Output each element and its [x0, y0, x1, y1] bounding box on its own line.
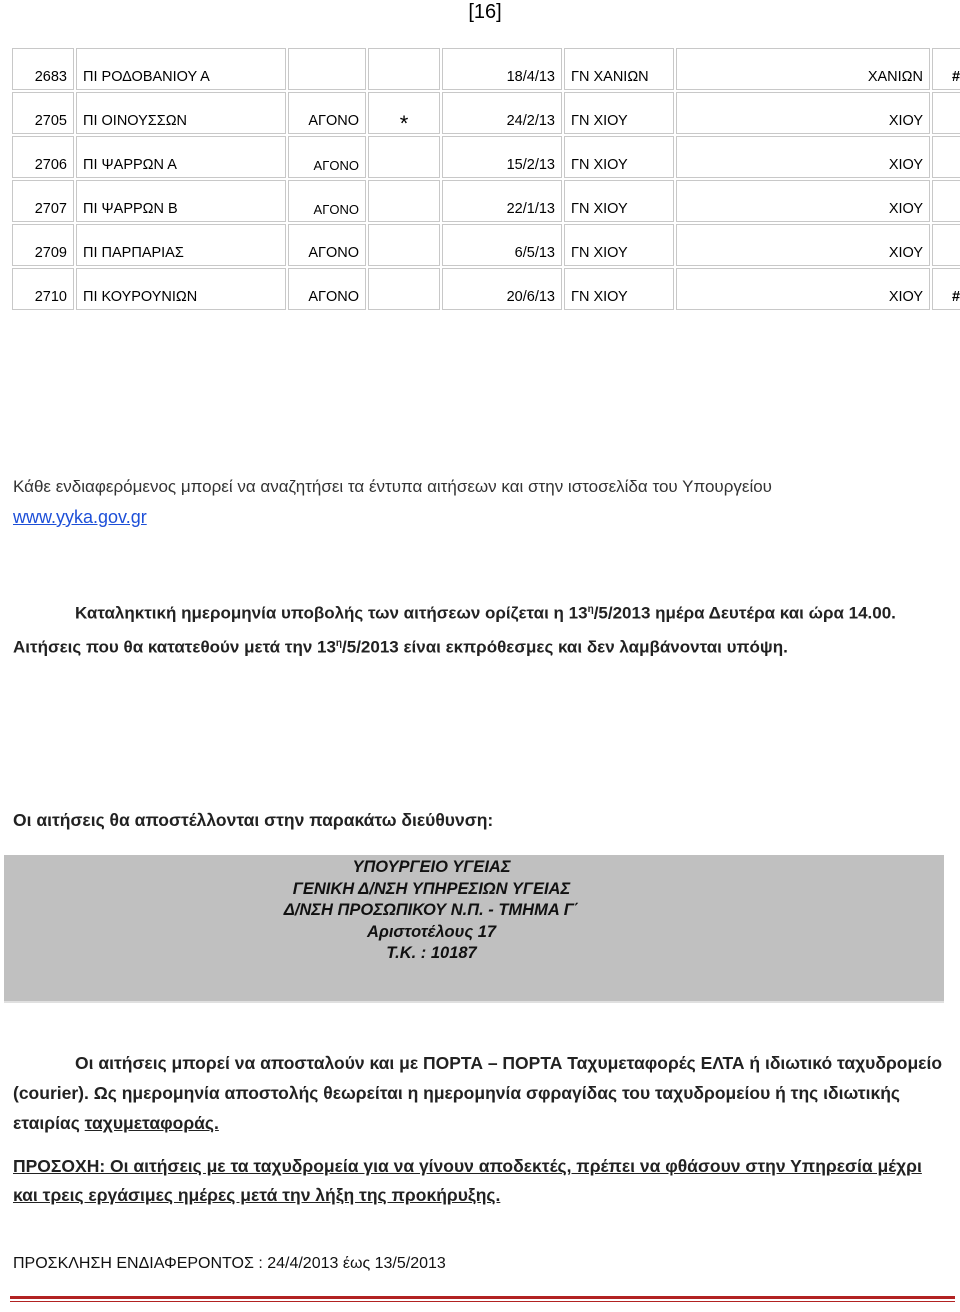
row-hash: # [932, 48, 960, 90]
row-mark [368, 224, 440, 266]
row-mark [368, 180, 440, 222]
row-date: 15/2/13 [442, 136, 562, 178]
row-hash [932, 224, 960, 266]
footer-rule-thin [10, 1301, 955, 1302]
page-number: [16] [468, 1, 502, 23]
table-row [12, 268, 960, 310]
deadline-sup2: η [335, 637, 343, 649]
row-type: ΑΓΟΝΟ [288, 92, 366, 134]
row-mark: * [368, 92, 440, 134]
deadline-paragraph [13, 595, 943, 662]
table-row [12, 136, 960, 178]
row-name: ΠΙ ΚΟΥΡΟΥΝΙΩΝ [76, 268, 286, 310]
row-code: 2705 [12, 92, 74, 134]
row-area: ΓΝ ΧΑΝΙΩΝ [564, 48, 674, 90]
row-code: 2709 [12, 224, 74, 266]
address-box [4, 855, 944, 1003]
address-intro: Οι αιτήσεις θα αποστέλλονται στην παρακάτω διεύθυνση: [13, 810, 494, 830]
address-line-2: ΓΕΝΙΚΗ Δ/ΝΣΗ ΥΠΗΡΕΣΙΩΝ ΥΓΕΙΑΣ [292, 879, 571, 898]
row-date: 20/6/13 [442, 268, 562, 310]
row-type [288, 48, 366, 90]
row-type: ΑΓΟΝΟ [288, 136, 366, 178]
footer-rule [10, 1296, 955, 1299]
positions-table [10, 46, 960, 312]
ministry-link[interactable]: www.yyka.gov.gr [13, 507, 147, 527]
row-date: 6/5/13 [442, 224, 562, 266]
row-area: ΓΝ ΧΙΟΥ [564, 136, 674, 178]
courier-underlined: ταχυμεταφοράς. [84, 1113, 219, 1133]
row-mark [368, 268, 440, 310]
row-area: ΓΝ ΧΙΟΥ [564, 268, 674, 310]
row-date: 18/4/13 [442, 48, 562, 90]
address-line-1: ΥΠΟΥΡΓΕΙΟ ΥΓΕΙΑΣ [352, 858, 511, 876]
row-mark [368, 136, 440, 178]
row-name: ΠΙ ΟΙΝΟΥΣΣΩΝ [76, 92, 286, 134]
row-city: ΧΙΟΥ [676, 180, 930, 222]
row-name: ΠΙ ΨΑΡΡΩΝ Β [76, 180, 286, 222]
row-code: 2707 [12, 180, 74, 222]
row-type: ΑΓΟΝΟ [288, 268, 366, 310]
row-code: 2710 [12, 268, 74, 310]
deadline-part1: Καταληκτική ημερομηνία υποβολής των αιτήσεων ορίζεται η 13 [75, 603, 588, 623]
row-mark [368, 48, 440, 90]
courier-text: Οι αιτήσεις μπορεί να αποσταλούν και με ΠΟΡΤΑ – ΠΟΡΤΑ Ταχυμεταφορές ΕΛΤΑ ή ιδιωτικό ταχυδρομείο (courier). Ως ημερομηνία αποστολής θεωρείται η ημερομηνία σφραγίδας του ταχυδρομείου ή της ιδιωτικής εταιρίας [13, 1053, 943, 1133]
courier-paragraph [13, 1048, 948, 1138]
row-area: ΓΝ ΧΙΟΥ [564, 224, 674, 266]
row-hash [932, 92, 960, 134]
table-row [12, 48, 960, 90]
row-date: 24/2/13 [442, 92, 562, 134]
address-line-5: Τ.Κ. : 10187 [386, 944, 477, 962]
row-code: 2683 [12, 48, 74, 90]
row-type: ΑΓΟΝΟ [288, 180, 366, 222]
row-area: ΓΝ ΧΙΟΥ [564, 180, 674, 222]
row-area: ΓΝ ΧΙΟΥ [564, 92, 674, 134]
table-row [12, 180, 960, 222]
row-hash [932, 180, 960, 222]
row-city: ΧΙΟΥ [676, 136, 930, 178]
address-line-3: Δ/ΝΣΗ ΠΡΟΣΩΠΙΚΟΥ Ν.Π. - ΤΜΗΜΑ Γ΄ [283, 901, 580, 919]
row-code: 2706 [12, 136, 74, 178]
row-hash: # [932, 268, 960, 310]
address-line-4: Αριστοτέλους 17 [366, 922, 497, 941]
table-row [12, 224, 960, 266]
row-city: ΧΙΟΥ [676, 268, 930, 310]
forms-note: Κάθε ενδιαφερόμενος μπορεί να αναζητήσει τα έντυπα αιτήσεων και στην ιστοσελίδα του Υπουργείου [13, 477, 772, 496]
warning-paragraph: ΠΡΟΣΟΧΗ: Οι αιτήσεις με τα ταχυδρομεία για να γίνουν αποδεκτές, πρέπει να φθάσουν στην Υπηρεσία μέχρι και τρεις εργάσιμες ημέρες μετά την λήξη της προκήρυξης. [13, 1156, 922, 1205]
row-name: ΠΙ ΨΑΡΡΩΝ Α [76, 136, 286, 178]
table-row [12, 92, 960, 134]
row-city: ΧΙΟΥ [676, 92, 930, 134]
row-city: ΧΑΝΙΩΝ [676, 48, 930, 90]
deadline-part2: /5/2013 ημέρα Δευτέρα και ώρα 14.00. Αιτήσεις που θα κατατεθούν μετά την 13 [13, 603, 896, 657]
row-date: 22/1/13 [442, 180, 562, 222]
row-hash [932, 136, 960, 178]
row-city: ΧΙΟΥ [676, 224, 930, 266]
footer-text: ΠΡΟΣΚΛΗΣΗ ΕΝΔΙΑΦΕΡΟΝΤΟΣ : 24/4/2013 έως 13/5/2013 [13, 1255, 446, 1272]
row-type: ΑΓΟΝΟ [288, 224, 366, 266]
row-name: ΠΙ ΠΑΡΠΑΡΙΑΣ [76, 224, 286, 266]
row-name: ΠΙ ΡΟΔΟΒΑΝΙΟΥ Α [76, 48, 286, 90]
deadline-part3: /5/2013 είναι εκπρόθεσμες και δεν λαμβάνονται υπόψη. [342, 637, 788, 657]
deadline-sup1: η [587, 604, 594, 615]
